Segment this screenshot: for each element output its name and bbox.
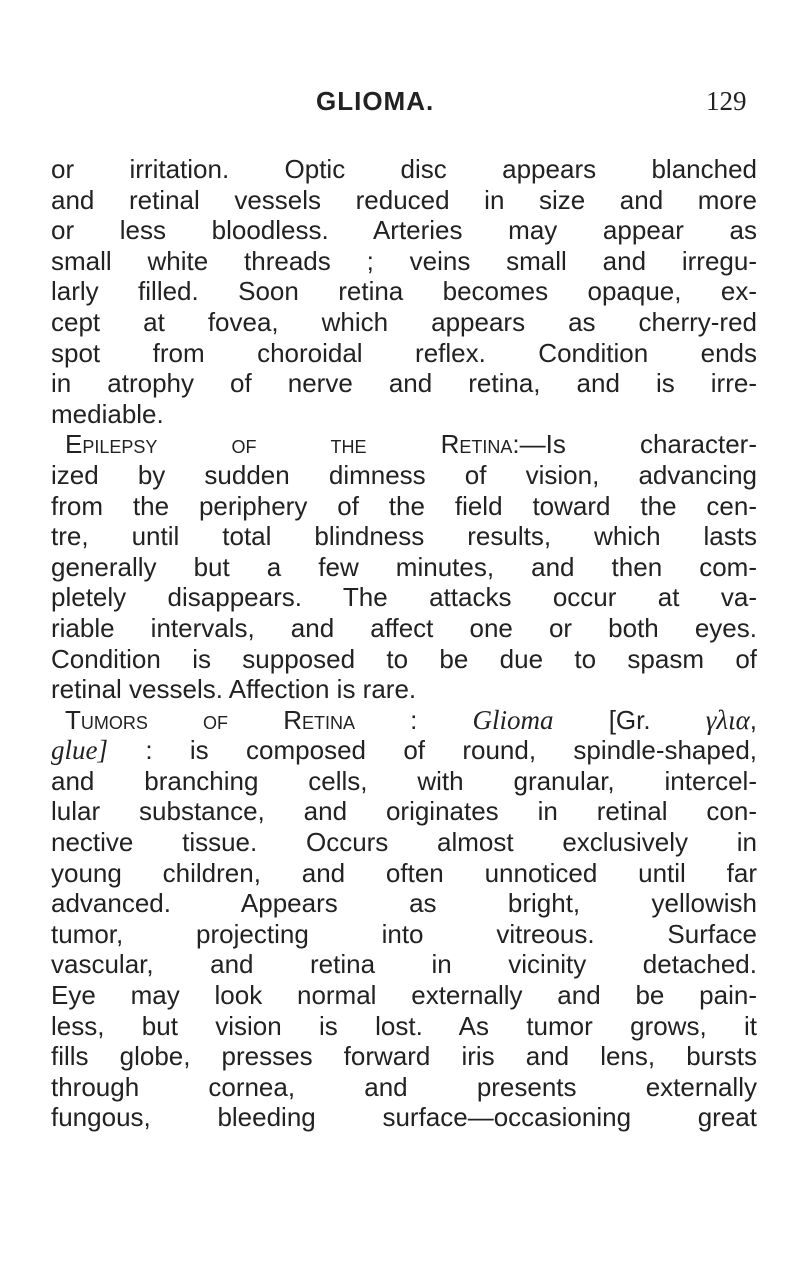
text-run: fungous, bleeding surface—occasioning great [51,1102,757,1133]
text-run: fills globe, presses forward iris and lens, bursts [51,1041,757,1072]
running-title: GLIOMA. [316,86,435,116]
text-run: lular substance, and originates in retinal con- [51,796,757,827]
text-run: [Gr. [553,704,706,735]
text-line [51,521,757,552]
text-line [51,796,757,827]
text-line [51,460,757,491]
text-run: spot from choroidal reflex. Condition ends [51,337,757,368]
text-run: retinal vessels. Affection is rare. [51,674,417,705]
text-line [51,399,757,430]
body-text [51,154,757,1133]
text-run: generally but a few minutes, and then com- [51,551,757,582]
text-run: Condition is supposed to be due to spasm of [51,643,757,674]
text-line [51,613,757,644]
text-line [51,185,757,216]
text-line [51,276,757,307]
text-line [51,429,757,460]
text-line [51,154,757,185]
text-run: cept at fovea, which appears as cherry-red [51,306,757,337]
running-head [0,86,800,120]
text-run: Eye may look normal externally and be pain- [51,980,757,1011]
text-run: ized by sudden dimness of vision, advancing [51,459,757,490]
text-line [51,491,757,522]
text-run: pletely disappears. The attacks occur at va- [51,582,757,613]
text-line [51,674,757,705]
text-run: vascular, and retina in vicinity detached. [51,949,757,980]
text-run: and branching cells, with granular, intercel- [51,765,757,796]
text-line [51,858,757,889]
text-line [51,1102,757,1133]
text-line [51,582,757,613]
italic-term: Glioma [472,704,554,735]
text-run: from the periphery of the field toward the cen- [51,490,757,521]
text-run: small white threads ; veins small and irregu- [51,245,757,276]
text-line [51,705,757,736]
text-run: , [749,704,757,735]
text-line [51,919,757,950]
text-line [51,307,757,338]
text-run: through cornea, and presents externally [51,1071,757,1102]
text-line [51,735,757,766]
text-run: nective tissue. Occurs almost exclusively in [51,827,757,858]
text-line [51,827,757,858]
text-run: : is composed of round, spindle-shaped, [108,735,757,766]
text-line [51,246,757,277]
text-run: :—Is character- [512,429,757,460]
text-run: tumor, projecting into vitreous. Surface [51,918,757,949]
text-run: larly filled. Soon retina becomes opaque, ex- [51,276,757,307]
text-line [51,766,757,797]
text-line [51,949,757,980]
text-run: mediable. [51,398,164,429]
text-run: tre, until total blindness results, which lasts [51,521,757,552]
text-run: or less bloodless. Arteries may appear as [51,215,757,246]
text-run: riable intervals, and affect one or both eyes. [51,612,757,643]
text-run: in atrophy of nerve and retina, and is irre- [51,368,757,399]
text-run: or irritation. Optic disc appears blanched [51,154,757,184]
text-line [51,1041,757,1072]
section-heading: Tumors of Retina [65,704,355,735]
text-line [51,888,757,919]
text-line [51,980,757,1011]
text-run: and retinal vessels reduced in size and more [51,184,757,215]
text-line [51,644,757,675]
page-number: 129 [706,86,747,116]
text-line [51,338,757,369]
text-line [51,552,757,583]
text-line [51,368,757,399]
text-line [51,215,757,246]
text-run: advanced. Appears as bright, yellowish [51,888,757,919]
text-run: young children, and often unnoticed until far [51,857,757,888]
text-run: less, but vision is lost. As tumor grows, it [51,1010,757,1041]
italic-term: γλια [705,704,750,735]
text-line [51,1072,757,1103]
section-heading: Epilepsy of the Retina [65,429,513,460]
text-run: : [354,704,473,735]
text-line [51,1011,757,1042]
italic-term: glue] [51,735,108,766]
